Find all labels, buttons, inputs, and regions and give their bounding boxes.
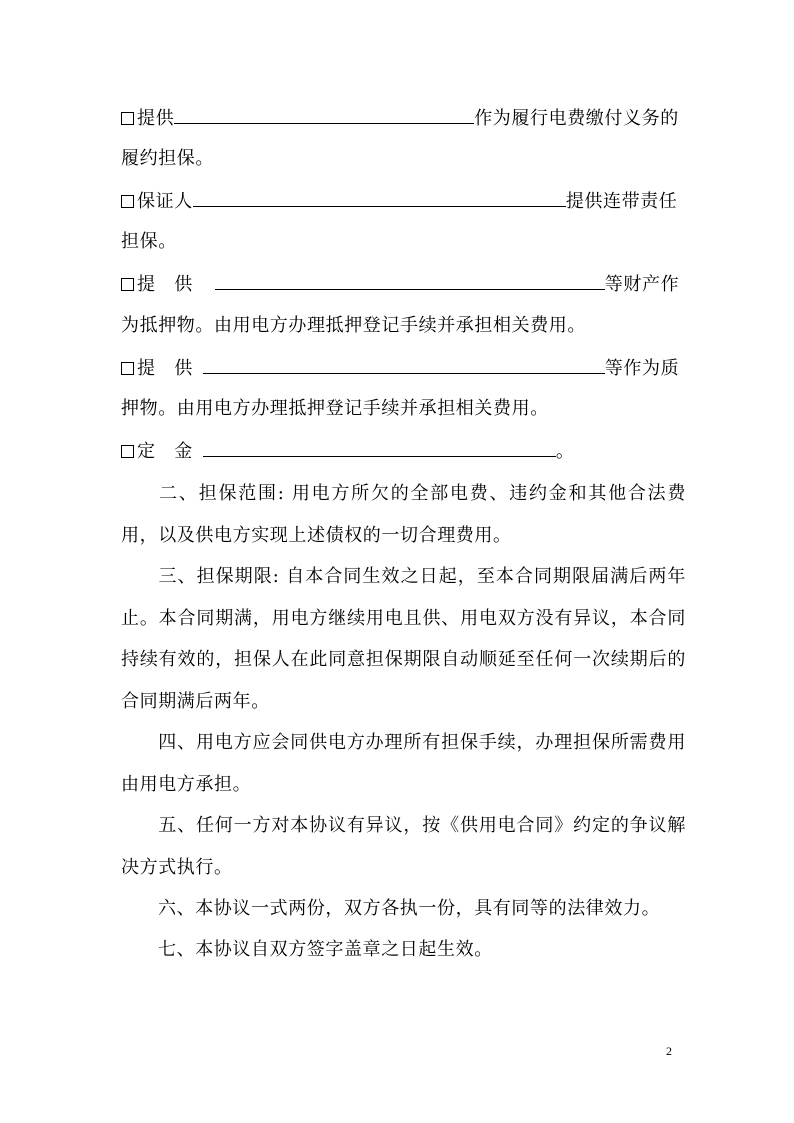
option-mortgage bbox=[121, 272, 679, 297]
checkbox[interactable] bbox=[121, 195, 134, 208]
checkbox[interactable] bbox=[121, 278, 134, 291]
clause-copies: 六、本协议一式两份，双方各执一份，具有同等的法律效力。 bbox=[158, 898, 661, 919]
option-label: 保证人 bbox=[137, 191, 193, 212]
option-guarantor bbox=[121, 189, 677, 214]
option-provide-guarantee bbox=[121, 106, 679, 131]
option-label: 提 供 bbox=[137, 274, 193, 295]
option-suffix: 提供连带责任 bbox=[565, 191, 678, 212]
fill-blank[interactable] bbox=[193, 189, 566, 207]
option-continuation: 履约担保。 bbox=[121, 148, 214, 169]
option-label: 提供 bbox=[137, 108, 175, 129]
option-label: 提 供 bbox=[137, 358, 193, 379]
page-number: 2 bbox=[666, 1044, 672, 1058]
fill-blank[interactable] bbox=[203, 356, 605, 374]
fill-blank[interactable] bbox=[215, 272, 605, 290]
option-continuation: 担保。 bbox=[121, 231, 177, 252]
option-continuation: 为抵押物。由用电方办理抵押登记手续并承担相关费用。 bbox=[121, 315, 586, 336]
checkbox[interactable] bbox=[121, 112, 134, 125]
fill-blank[interactable] bbox=[203, 439, 556, 457]
option-suffix: 。 bbox=[555, 441, 575, 462]
checkbox[interactable] bbox=[121, 445, 134, 458]
option-continuation: 押物。由用电方办理抵押登记手续并承担相关费用。 bbox=[121, 398, 549, 419]
option-pledge bbox=[121, 356, 679, 381]
clause-procedures: 四、用电方应会同供电方办理所有担保手续，办理担保所需费用由用电方承担。 bbox=[121, 732, 686, 795]
option-suffix: 等财产作 bbox=[604, 274, 680, 295]
clause-dispute: 五、任何一方对本协议有异议，按《供用电合同》约定的争议解决方式执行。 bbox=[121, 815, 686, 878]
fill-blank[interactable] bbox=[174, 106, 474, 124]
option-suffix: 等作为质 bbox=[604, 358, 680, 379]
option-suffix: 作为履行电费缴付义务的 bbox=[474, 108, 679, 129]
clause-guarantee-period: 三、担保期限: 自本合同生效之日起，至本合同期限届满后两年止。本合同期满，用电方继续用电且供、用电双方没有异议，本合同持续有效的，担保人在此同意担保期限自动顺延至任何一次续期后的合同期满后两年。 bbox=[121, 566, 686, 712]
clause-effective: 七、本协议自双方签字盖章之日起生效。 bbox=[158, 939, 493, 960]
checkbox[interactable] bbox=[121, 362, 134, 375]
option-deposit bbox=[121, 439, 574, 464]
option-label: 定 金 bbox=[137, 441, 193, 462]
clause-guarantee-scope: 二、担保范围: 用电方所欠的全部电费、违约金和其他合法费用，以及供电方实现上述债权的一切合理费用。 bbox=[121, 483, 686, 546]
